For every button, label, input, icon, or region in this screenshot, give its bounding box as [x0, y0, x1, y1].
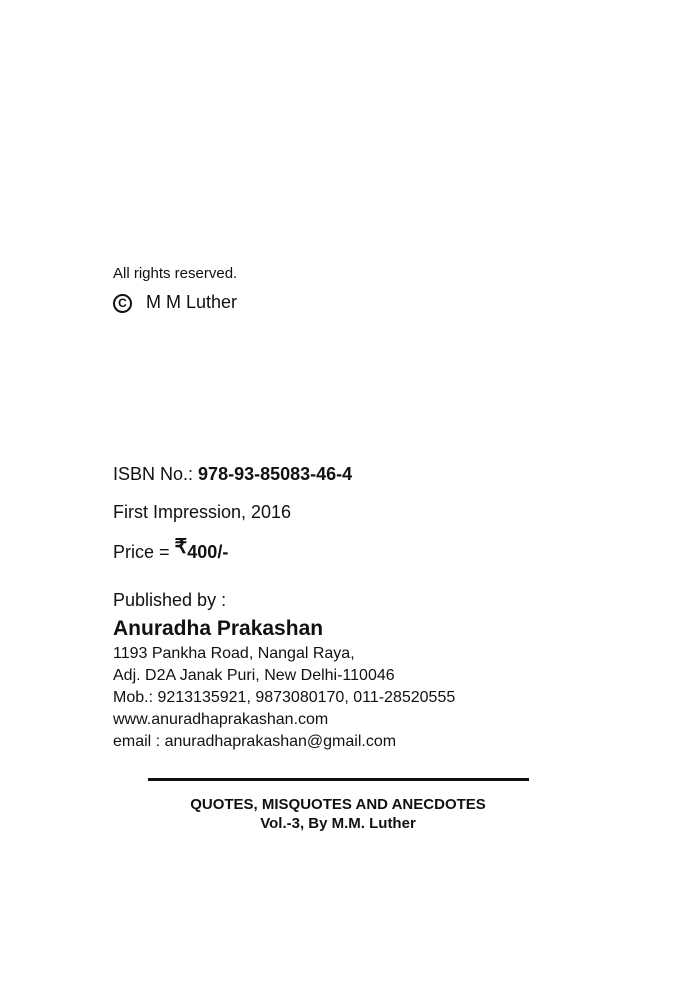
copyright-line: [113, 293, 237, 313]
publisher-address-2: Adj. D2A Janak Puri, New Delhi-110046: [113, 667, 395, 684]
rights-reserved: All rights reserved.: [113, 265, 238, 282]
price-value: 400/-: [187, 542, 229, 562]
book-title: QUOTES, MISQUOTES AND ANECDOTES: [190, 796, 486, 813]
isbn-label: ISBN No.:: [113, 464, 194, 484]
isbn-value: 978-93-85083-46-4: [198, 464, 353, 484]
published-by-label: Published by :: [113, 590, 227, 610]
copyright-holder: M M Luther: [146, 292, 238, 312]
price-label: Price =: [113, 542, 170, 562]
publisher-email: email : anuradhaprakashan@gmail.com: [113, 733, 397, 750]
publisher-name: Anuradha Prakashan: [113, 617, 324, 640]
divider: [148, 778, 529, 781]
publisher-website: www.anuradhaprakashan.com: [113, 711, 329, 728]
copyright-icon: C: [113, 294, 132, 313]
isbn-line: [113, 465, 352, 483]
publisher-address-1: 1193 Pankha Road, Nangal Raya,: [113, 645, 355, 662]
publisher-phones: Mob.: 9213135921, 9873080170, 011-28520555: [113, 689, 456, 706]
price-line: [113, 536, 229, 562]
impression: First Impression, 2016: [113, 502, 292, 522]
book-subtitle: Vol.-3, By M.M. Luther: [260, 815, 416, 832]
rupee-icon: ₹: [174, 536, 188, 558]
